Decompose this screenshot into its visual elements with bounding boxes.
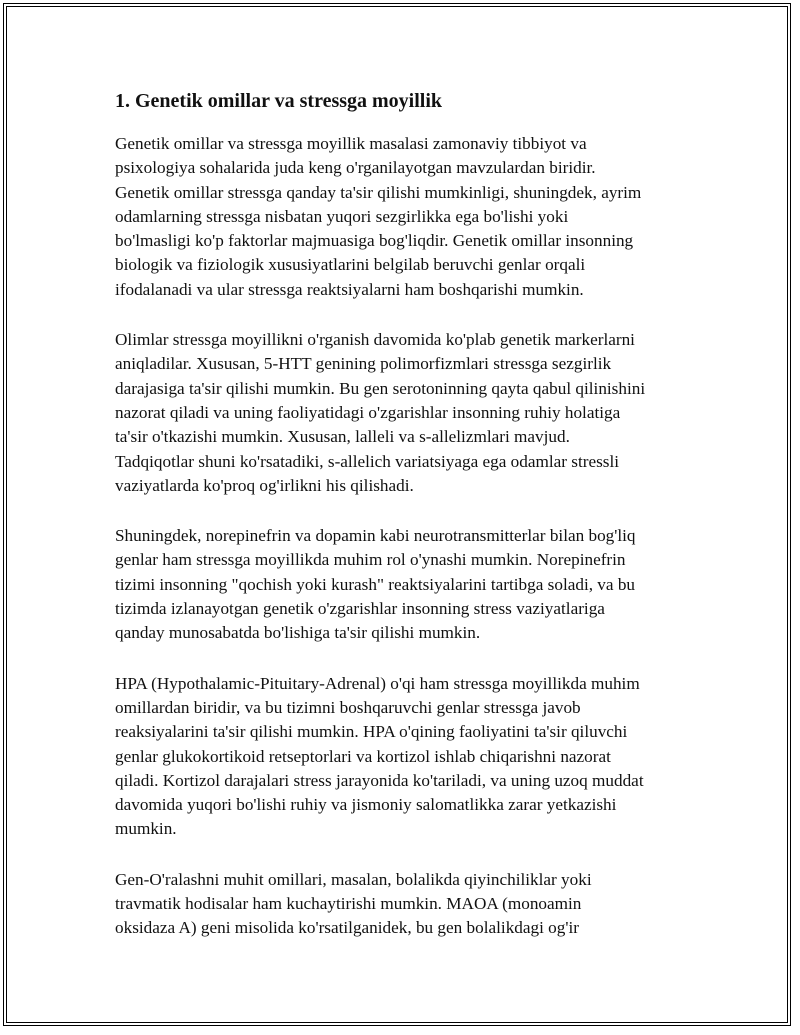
text-line: travmatik hodisalar ham kuchaytirishi mumkin. MAOA (monoamin xyxy=(115,894,582,914)
text-line: qiladi. Kortizol darajalari stress jarayonida ko'tariladi, va uning uzoq muddat xyxy=(115,770,644,790)
text-line: aniqladilar. Xususan, 5-HTT genining polimorfizmlari stressga sezgirlik xyxy=(115,354,612,374)
text-line: davomida yuqori bo'lishi ruhiy va jismoniy salomatlikka zarar yetkazishi xyxy=(115,795,617,815)
text-line: ifodalanadi va ular stressga reaktsiyalarni ham boshqarishi mumkin. xyxy=(115,279,584,299)
text-line: Tadqiqotlar shuni ko'rsatadiki, s-allelich variatsiyaga ega odamlar stressli xyxy=(115,451,620,471)
text-line: Shuningdek, norepinefrin va dopamin kabi neurotransmitterlar bilan bog'liq xyxy=(115,526,636,546)
text-line: vaziyatlarda ko'proq og'irlikni his qilishadi. xyxy=(115,475,414,495)
paragraph-list xyxy=(115,132,705,941)
text-line: HPA (Hypothalamic-Pituitary-Adrenal) o'qi ham stressga moyillikda muhim xyxy=(115,673,640,693)
text-line: genlar ham stressga moyillikda muhim rol o'ynashi mumkin. Norepinefrin xyxy=(115,550,626,570)
text-line: Genetik omillar va stressga moyillik masalasi zamonaviy tibbiyot va xyxy=(115,134,587,153)
paragraph-4 xyxy=(115,672,705,842)
paragraph-1 xyxy=(115,132,705,302)
text-line: omillardan biridir, va bu tizimni boshqaruvchi genlar stressga javob xyxy=(115,697,581,717)
text-line: oksidaza A) geni misolida ko'rsatilganidek, bu gen bolalikdagi og'ir xyxy=(115,918,579,938)
paragraph-2 xyxy=(115,328,705,498)
text-line: Olimlar stressga moyillikni o'rganish davomida ko'plab genetik markerlarni xyxy=(115,330,635,350)
text-line: mumkin. xyxy=(115,819,177,839)
text-line: biologik va fiziologik xususiyatlarini belgilab beruvchi genlar orqali xyxy=(115,255,586,275)
text-line: darajasiga ta'sir qilishi mumkin. Bu gen serotoninning qayta qabul qilinishini xyxy=(115,378,646,398)
paragraph-5 xyxy=(115,868,705,941)
text-line: tizimda izlanayotgan genetik o'zgarishlar insonning stress vaziyatlariga xyxy=(115,599,605,619)
text-line: qanday munosabatda bo'lishiga ta'sir qilishi mumkin. xyxy=(115,623,481,643)
text-line: ta'sir o'tkazishi mumkin. Xususan, lalleli va s-allelizmlari mavjud. xyxy=(115,427,570,447)
text-line: bo'lmasligi ko'p faktorlar majmuasiga bog'liqdir. Genetik omillar insonning xyxy=(115,231,634,251)
text-line: genlar glukokortikoid retseptorlari va kortizol ishlab chiqarishni nazorat xyxy=(115,746,611,766)
section-heading: 1. Genetik omillar va stressga moyillik xyxy=(115,90,443,112)
text-line: nazorat qiladi va uning faoliyatidagi o'zgarishlar insonning ruhiy holatiga xyxy=(115,402,621,422)
text-line: Genetik omillar stressga qanday ta'sir qilishi mumkinligi, shuningdek, ayrim xyxy=(115,182,642,202)
text-line: reaksiyalarini ta'sir qilishi mumkin. HPA o'qining faoliyatini ta'sir qiluvchi xyxy=(115,722,628,742)
paragraph-3 xyxy=(115,524,705,645)
text-line: Gen-O'ralashni muhit omillari, masalan, bolalikda qiyinchiliklar yoki xyxy=(115,869,592,889)
text-line: psixologiya sohalarida juda keng o'rganilayotgan mavzulardan biridir. xyxy=(115,158,596,178)
document-body xyxy=(115,88,705,967)
text-line: tizimi insonning "qochish yoki kurash" reaktsiyalarini tartibga soladi, va bu xyxy=(115,574,636,594)
text-line: odamlarning stressga nisbatan yuqori sezgirlikka ega bo'lishi yoki xyxy=(115,206,569,226)
